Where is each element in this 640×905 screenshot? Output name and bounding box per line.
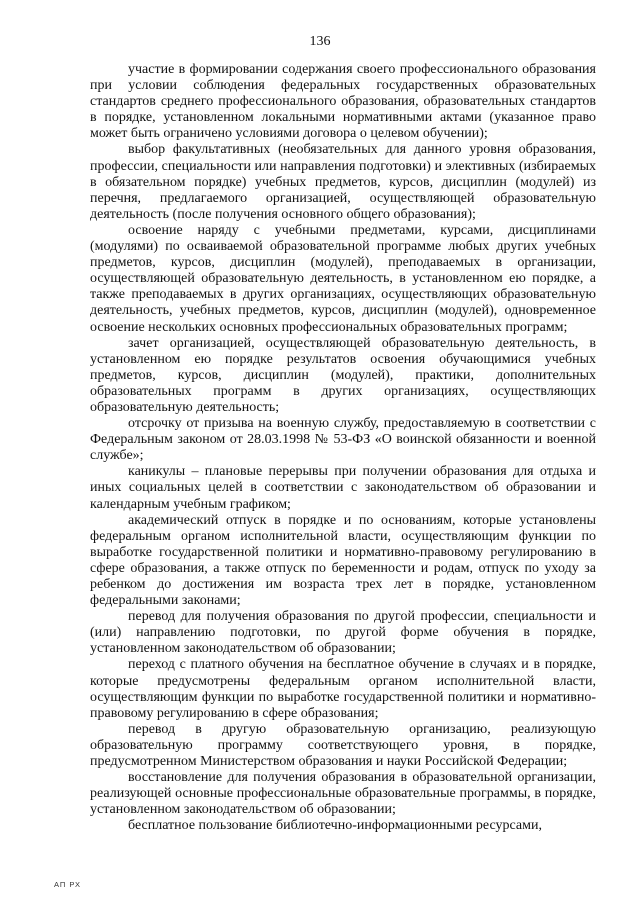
page-number: 136 [309,34,331,49]
paragraph: академический отпуск в порядке и по основаниям, которые установлены федеральным органом исполнительной власти, осуществляющим функции по выработке государственной политики и нормативно-правовому регулированию в сфере образования, а также отпуск по беременности и родам, отпуск по уходу за ребенком до достижения им возраста трех лет в порядке, установленном федеральными законами; [90,512,596,609]
paragraph: участие в формировании содержания своего профессионального образования при условии соблюдения федеральных государственных образовательных стандартов среднего профессионального образования, образовательных стандартов в порядке, установленном локальными нормативными актами (указанное право может быть ограничено условиями договора о целевом обучении); [90,62,596,142]
paragraph: бесплатное пользование библиотечно-информационными ресурсами, [128,818,542,834]
paragraph: восстановление для получения образования в образовательной организации, реализующей основные профессиональные образовательные программы, в порядке, установленном законодательством об образовании; [90,770,596,818]
paragraph: каникулы – плановые перерывы при получении образования для отдыха и иных социальных целей в соответствии с законодательством об образовании и календарным учебным графиком; [90,464,596,512]
footer-mark: АП РХ [54,880,82,889]
paragraph: выбор факультативных (необязательных для данного уровня образования, профессии, специальности или направления подготовки) и элективных (избираемых в обязательном порядке) учебных предметов, курсов, дисциплин (модулей) из перечня, предлагаемого организацией, осуществляющей образовательную деятельность (после получения основного общего образования); [90,142,596,222]
paragraph: перевод в другую образовательную организацию, реализующую образовательную программу соответствующего уровня, в порядке, предусмотренном Министерством образования и науки Российской Федерации; [90,721,596,770]
paragraph: зачет организацией, осуществляющей образовательную деятельность, в установленном ею порядке результатов освоения обучающимися учебных предметов, курсов, дисциплин (модулей), практики, дополнительных образовательных программ в других организациях, осуществляющих образовательную деятельность; [90,335,596,415]
paragraph: перевод для получения образования по другой профессии, специальности и (или) направлению подготовки, по другой форме обучения в порядке, установленном законодательством об образовании; [90,609,596,657]
paragraph: освоение наряду с учебными предметами, курсами, дисциплинами (модулями) по осваиваемой образовательной программе любых других учебных предметов, курсов, дисциплин (модулей), преподаваемых в организации, осуществляющей образовательную деятельность, в установленном ею порядке, а также преподаваемых в других организациях, осуществляющих образовательную деятельность, учебных предметов, курсов, дисциплин (модулей), одновременное освоение нескольких основных профессиональных образовательных программ; [90,222,596,335]
document-body [90,62,596,835]
paragraph: переход с платного обучения на бесплатное обучение в случаях и в порядке, которые предусмотрены федеральным органом исполнительной власти, осуществляющим функции по выработке государственной политики и нормативно-правовому регулированию в сфере образования; [90,657,596,721]
paragraph: отсрочку от призыва на военную службу, предоставляемую в соответствии с Федеральным законом от 28.03.1998 № 53-ФЗ «О воинской обязанности и военной службе»; [90,416,596,464]
